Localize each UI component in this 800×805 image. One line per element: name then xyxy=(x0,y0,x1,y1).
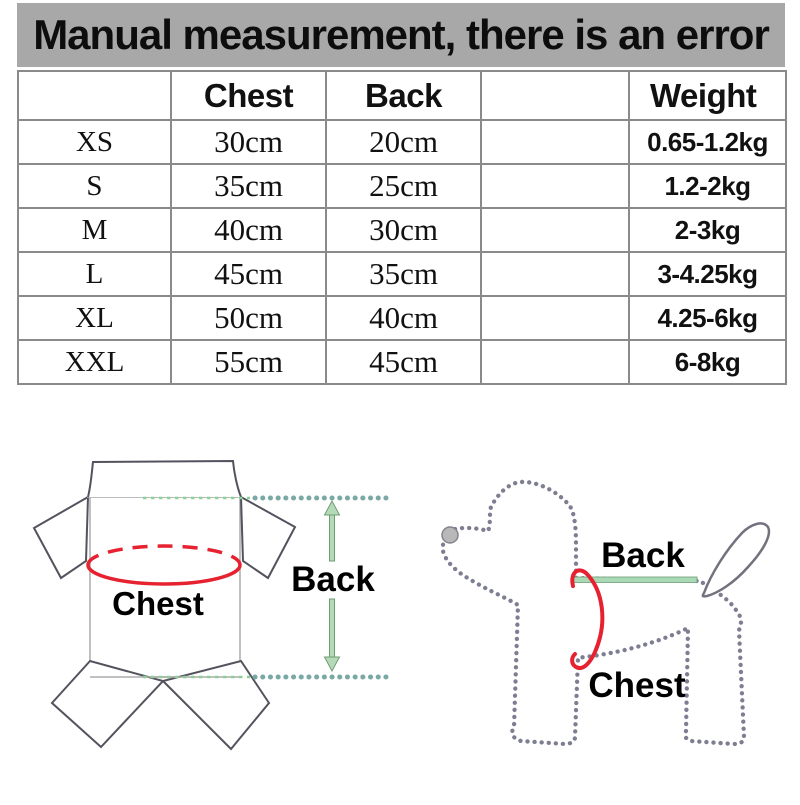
weight-cell: 0.65-1.2kg xyxy=(629,120,786,164)
size-table xyxy=(17,70,787,385)
garment-chest-label: Chest xyxy=(112,585,204,622)
table-header-row xyxy=(18,71,786,120)
size-cell: XS xyxy=(18,120,171,164)
garment-collar xyxy=(88,461,241,497)
blank-cell xyxy=(481,120,629,164)
weight-cell: 3-4.25kg xyxy=(629,252,786,296)
page-title: Manual measurement, there is an error xyxy=(33,11,769,58)
back-cell: 20cm xyxy=(326,120,481,164)
blank-cell xyxy=(481,296,629,340)
size-cell: S xyxy=(18,164,171,208)
dog-tail xyxy=(703,523,769,596)
back-cell: 35cm xyxy=(326,252,481,296)
table-row xyxy=(18,252,786,296)
header-back: Back xyxy=(326,71,481,120)
chest-cell: 50cm xyxy=(171,296,326,340)
size-cell: M xyxy=(18,208,171,252)
table-row xyxy=(18,120,786,164)
size-table-container xyxy=(17,70,785,385)
back-arrow-down xyxy=(325,599,340,671)
weight-cell: 6-8kg xyxy=(629,340,786,384)
garment-left-sleeve xyxy=(34,497,88,578)
back-cell: 25cm xyxy=(326,164,481,208)
dog-diagram xyxy=(442,482,769,744)
weight-cell: 1.2-2kg xyxy=(629,164,786,208)
garment-diagram xyxy=(34,461,391,749)
back-cell: 40cm xyxy=(326,296,481,340)
blank-cell xyxy=(481,208,629,252)
chest-cell: 55cm xyxy=(171,340,326,384)
header-weight: Weight xyxy=(629,71,786,120)
chest-cell: 45cm xyxy=(171,252,326,296)
dog-chest-label: Chest xyxy=(588,666,686,705)
table-row xyxy=(18,296,786,340)
back-cell: 45cm xyxy=(326,340,481,384)
title-bar xyxy=(17,3,785,67)
weight-cell: 4.25-6kg xyxy=(629,296,786,340)
garment-right-sleeve xyxy=(241,497,295,578)
back-arrow-up xyxy=(325,501,340,561)
size-cell: L xyxy=(18,252,171,296)
table-row xyxy=(18,340,786,384)
dog-back-label: Back xyxy=(601,536,685,575)
dog-nose xyxy=(442,527,458,543)
header-size xyxy=(18,71,171,120)
size-cell: XL xyxy=(18,296,171,340)
header-blank xyxy=(481,71,629,120)
blank-cell xyxy=(481,340,629,384)
blank-cell xyxy=(481,252,629,296)
measurement-diagrams xyxy=(0,440,800,800)
chest-cell: 35cm xyxy=(171,164,326,208)
chest-cell: 30cm xyxy=(171,120,326,164)
table-row xyxy=(18,164,786,208)
back-cell: 30cm xyxy=(326,208,481,252)
blank-cell xyxy=(481,164,629,208)
garment-back-label: Back xyxy=(291,560,375,599)
table-row xyxy=(18,208,786,252)
header-chest: Chest xyxy=(171,71,326,120)
diagrams-svg xyxy=(0,440,800,800)
chest-cell: 40cm xyxy=(171,208,326,252)
size-cell: XXL xyxy=(18,340,171,384)
weight-cell: 2-3kg xyxy=(629,208,786,252)
